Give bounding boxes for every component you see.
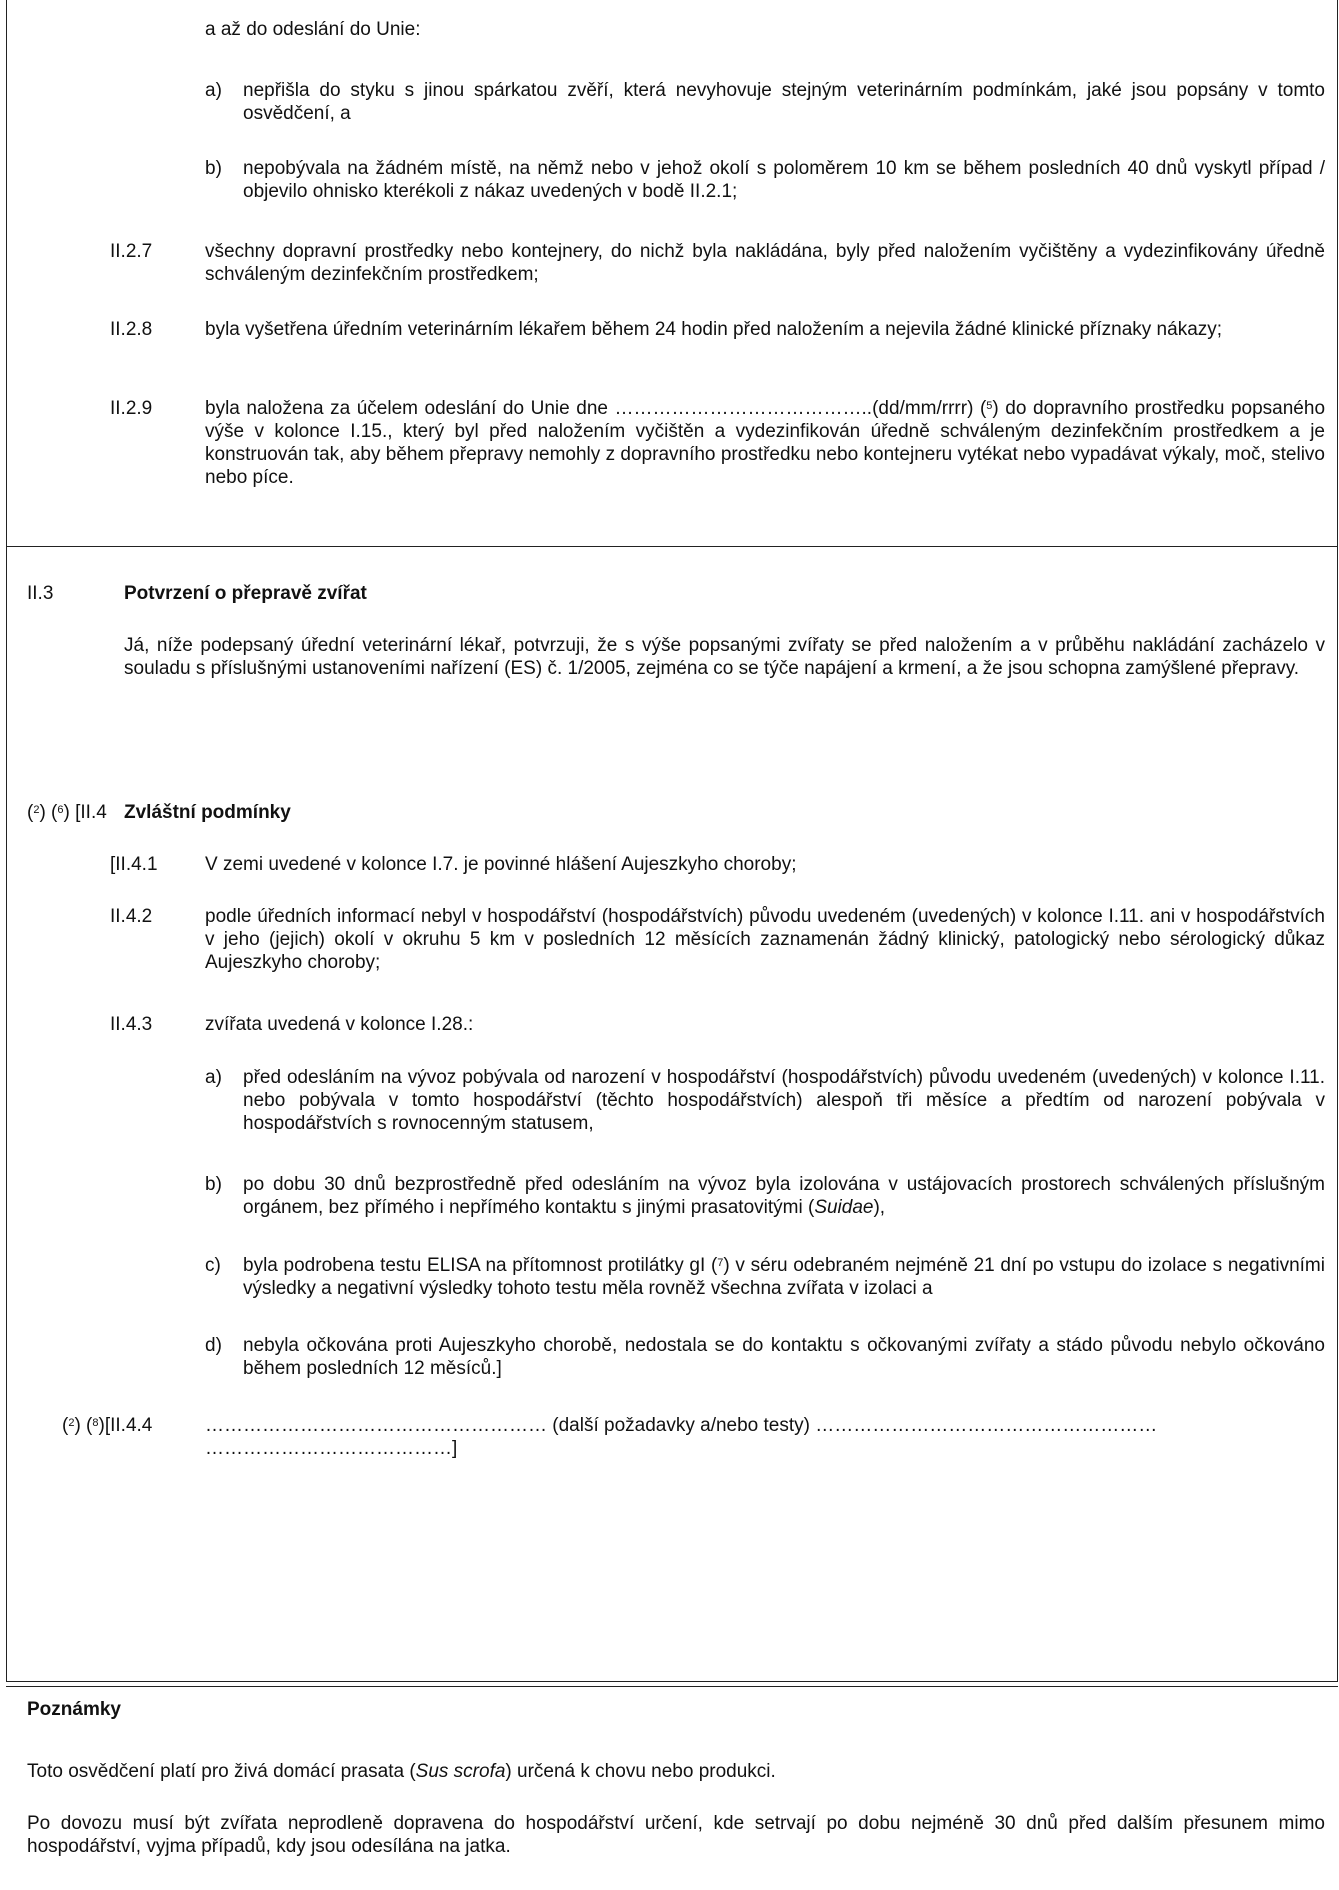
intro-text: a až do odeslání do Unie: (205, 19, 421, 40)
section-heading: Zvláštní podmínky (124, 802, 291, 823)
notes-heading: Poznámky (27, 1699, 121, 1720)
clause-number: II.4.2 (110, 906, 153, 927)
notes-paragraph: Po dovozu musí být zvířata neprodleně dopravena do hospodářství určení, kde setrvají po dobu nejméně 30 dnů před dalším přesunem mimo hospodářství, vyjma případů, kdy jsou odesílána na jatka. (27, 1813, 1325, 1857)
clause-number: ($^2$) ($^8$)[II.4.4 (62, 1415, 153, 1436)
section-heading: Potvrzení o přepravě zvířat (124, 583, 367, 604)
section-text: Já, níže podepsaný úřední veterinární lékař, potvrzuji, že s výše popsanými zvířaty se před naložením a v průběhu nakládání zacházelo v souladu s příslušnými ustanoveními nařízení (ES) č. 1/2005, zejména co se týče napájení a krmení, a že jsou schopna zamýšlené přepravy. (124, 635, 1325, 679)
item-letter: a) (205, 1067, 222, 1088)
item-letter: b) (205, 1174, 222, 1195)
clause-text: zvířata uvedená v kolonce I.28.: (205, 1014, 474, 1035)
item-text: před odesláním na vývoz pobývala od narození v hospodářství (hospodářstvích) původu uvedeném (uvedených) v kolonce I.11. nebo pobývala v tomto hospodářství (těchto hospodářstvích) alespoň tři měsíce a předtím od narození pobývala v hospodářstvích s rovnocenným statusem, (243, 1067, 1325, 1134)
clause-text: byla naložena za účelem odeslání do Unie dne …………………………………..(dd/mm/rrrr) ($^5$) do dopravního prostředku popsaného výše v kolonce I.15., který byl před naložením vyčištěn a vydezinfikován úředně schváleným dezinfekčním prostředkem a je konstruován tak, aby během přepravy nemohly z dopravního prostředku nebo kontejneru vytékat nebo vypadávat výkaly, moč, stelivo nebo píce. (205, 398, 1326, 488)
clause-number: II.2.9 (110, 398, 153, 419)
item-text: po dobu 30 dnů bezprostředně před odesláním na vývoz byla izolována v ustájovacích prostorech schválených příslušným orgánem, bez přímého i nepřímého kontaktu s jinými prasatovitými (Suidae), (243, 1174, 1325, 1218)
item-letter: b) (205, 158, 222, 179)
section-number: II.3 (27, 583, 54, 604)
section-number: ($^2$) ($^6$) [II.4 (27, 802, 107, 823)
clause-number: II.2.8 (110, 319, 153, 340)
fill-in-line: ……………………………………………… (další požadavky a/nebo testy) ……………………………………………… (205, 1415, 1158, 1436)
item-text: nepřišla do styku s jinou spárkatou zvěří, která nevyhovuje stejným veterinárním podmínkám, jaké jsou popsány v tomto osvědčení, a (243, 80, 1325, 124)
item-letter: a) (205, 80, 222, 101)
section-separator (6, 546, 1338, 547)
clause-text: všechny dopravní prostředky nebo kontejnery, do nichž byla nakládána, byly před naložením vyčištěny a vydezinfikovány úředně schváleným dezinfekčním prostředkem; (205, 241, 1325, 285)
clause-number: II.4.3 (110, 1014, 153, 1035)
clause-text: podle úředních informací nebyl v hospodářství (hospodářstvích) původu uvedeném (uvedených) v kolonce I.11. ani v hospodářstvích v jeho (jejich) okolí v okruhu 5 km v posledních 12 měsících zaznamenán žádný klinický, patologický nebo sérologický důkaz Aujeszkyho choroby; (205, 906, 1325, 973)
clause-text: V zemi uvedené v kolonce I.7. je povinné hlášení Aujeszkyho choroby; (205, 854, 797, 875)
clause-number: II.2.7 (110, 241, 153, 262)
clause-number: [II.4.1 (110, 854, 158, 875)
item-text: nebyla očkována proti Aujeszkyho chorobě, nedostala se do kontaktu s očkovanými zvířaty a stádo původu nebylo očkováno během posledních 12 měsíců.] (243, 1335, 1325, 1379)
clause-text: byla vyšetřena úředním veterinárním lékařem během 24 hodin před naložením a nejevila žádné klinické příznaky nákazy; (205, 319, 1223, 340)
notes-separator (6, 1686, 1338, 1687)
fill-in-line: …………………………………] (205, 1438, 458, 1459)
item-letter: d) (205, 1335, 222, 1356)
item-letter: c) (205, 1255, 221, 1276)
item-text: byla podrobena testu ELISA na přítomnost protilátky gI ($^7$) v séru odebraném nejméně 21 dní po vstupu do izolace s negativními výsledky a negativní výsledky tohoto testu měla rovněž všechna zvířata v izolaci a (243, 1255, 1325, 1299)
item-text: nepobývala na žádném místě, na němž nebo v jehož okolí s poloměrem 10 km se během posledních 40 dnů vyskytl případ / objevilo ohnisko kterékoli z nákaz uvedených v bodě II.2.1; (243, 158, 1325, 202)
notes-paragraph: Toto osvědčení platí pro živá domácí prasata (Sus scrofa) určená k chovu nebo produkci. (27, 1761, 776, 1782)
